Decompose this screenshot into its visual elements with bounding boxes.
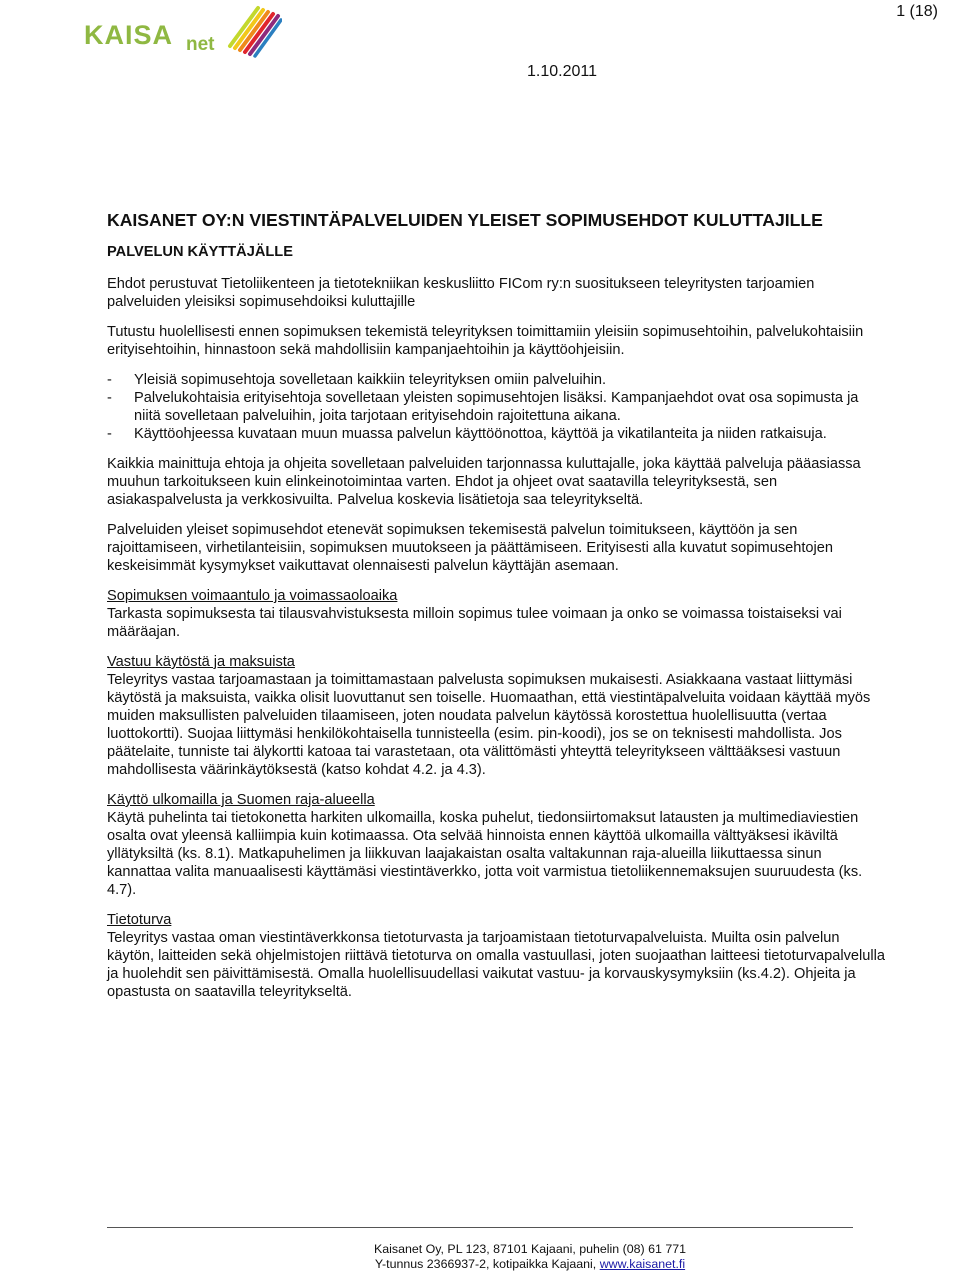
- section-heading: Sopimuksen voimaantulo ja voimassaoloaika: [107, 588, 398, 604]
- kaisanet-logo: [82, 2, 282, 64]
- document-subtitle: PALVELUN KÄYTTÄJÄLLE: [107, 244, 293, 260]
- intro-paragraph-1: Ehdot perustuvat Tietoliikenteen ja tietotekniikan keskusliitto FICom ry:n suositukseen teleyritysten tarjoamien palveluiden yleisiksi sopimusehdoiksi kuluttajille: [107, 276, 815, 310]
- logo-stripes: [230, 8, 281, 56]
- footer-company-info: [200, 1257, 860, 1272]
- website-link[interactable]: www.kaisanet.fi: [599, 1257, 686, 1271]
- footer-divider: [107, 1227, 853, 1228]
- section-body: Käytä puhelinta tai tietokonetta harkiten ulkomailla, koska puhelut, tiedonsiirtomaksut latausten ja multimediaviestien osalta ovat yleensä kalliimpia kuin kotimaassa. Ota selvää hinnoista ennen käyttöä ulkomailla välttyäksesi ikäviltä yllätyksiltä (ks. 8.1). Matkapuhelimen ja liikkuvan laajakaistan osalta valtakunnan raja-alueilla liikuttaessa sinun kannattaa valita manuaalisesti käyttämäsi viestintäverkko, jotta voit varmistua tietoliikennemaksujen suuruudesta (ks. 4.7).: [107, 810, 863, 898]
- footer-business-id: Y-tunnus 2366937-2, kotipaikka Kajaani,: [374, 1257, 600, 1271]
- section-heading: Vastuu käytöstä ja maksuista: [107, 654, 295, 670]
- paragraph-applicability: Kaikkia mainittuja ehtoja ja ohjeita sovelletaan palveluiden tarjonnassa kuluttajalle, joka käyttää palveluja pääasiassa muuhun tarkoitukseen kuin elinkeinotoimintaa varten. Ehdot ja ohjeet ovat saatavilla teleyrityksestä, sen asiakaspalvelusta ja verkkosivuilta. Palvelua koskevia lisätietoja saa teleyritykseltä.: [107, 456, 861, 508]
- section-body: Tarkasta sopimuksesta tai tilausvahvistuksesta milloin sopimus tulee voimaan ja onko se voimassa toistaiseksi vai määräajan.: [107, 606, 842, 640]
- logo-text-main: KAISA: [84, 20, 174, 50]
- section-body: Teleyritys vastaa tarjoamastaan ja toimittamastaan palvelusta sopimuksen mukaisesti. Asiakkaana vastaat liittymäsi käytöstä ja maksuista, vaikka olisit luovuttanut sen toiselle. Huomaathan, että viestintäpalveluita voidaan käyttää myös muiden maksullisten palveluiden tilaamiseen, joten noudata palvelun käytössä korostettua huolellisuutta (vertaa luottokortti). Suojaa liittymäsi henkilökohtaisella tunnisteella (esim. pin-koodi), jos se on teknisesti mahdollista. Jos päätelaite, tunniste tai älykortti katoaa tai varastetaan, ota välittömästi yhteyttä teleyritykseen välttääksesi vastuun mahdollisesta väärinkäytöksestä (katso kohdat 4.2. ja 4.3).: [107, 672, 871, 778]
- page-number: 1 (18): [896, 3, 938, 20]
- page-footer: [200, 1242, 860, 1272]
- section-abroad: [107, 791, 887, 899]
- section-security: [107, 911, 887, 1001]
- section-heading: Käyttö ulkomailla ja Suomen raja-alueella: [107, 792, 375, 808]
- list-item: - Yleisiä sopimusehtoja sovelletaan kaikkiin teleyrityksen omiin palveluihin.: [107, 371, 887, 389]
- document-title: KAISANET OY:N VIESTINTÄPALVELUIDEN YLEISET SOPIMUSEHDOT KULUTTAJILLE: [107, 210, 823, 230]
- section-liability: [107, 653, 887, 779]
- section-heading: Tietoturva: [107, 912, 172, 928]
- paragraph-general-terms: Palveluiden yleiset sopimusehdot etenevät sopimuksen tekemisestä palvelun toimitukseen, käyttöön ja sen rajoittamiseen, virhetilanteisiin, sopimuksen muutokseen ja päättämiseen. Erityisesti alla kuvatut sopimusehtojen keskeisimmät kysymykset vaikuttavat olennaisesti palvelun käyttäjän asemaan.: [107, 522, 833, 574]
- list-item: - Käyttöohjeessa kuvataan muun muassa palvelun käyttöönottoa, käyttöä ja vikatilanteita ja niiden ratkaisuja.: [107, 425, 887, 443]
- kaisanet-logo-graphic: [82, 2, 282, 64]
- terms-list: [107, 371, 887, 443]
- section-validity: [107, 587, 887, 641]
- section-body: Teleyritys vastaa oman viestintäverkkonsa tietoturvasta ja tarjoamistaan tietoturvapalveluista. Muilta osin palvelun käytön, laitteiden sekä ohjelmistojen riittävä tietoturva on omalla vastuullasi, joten suojaathan laitteesi tietoturvapalvelulla ja huolehdit sen päivittämisestä. Omalla huolellisuudellasi vaikutat vastuu- ja korvauskysymyksiin (ks.4.2). Ohjeita ja opastusta on saatavilla teleyritykseltä.: [107, 930, 885, 1000]
- list-item: - Palvelukohtaisia erityisehtoja sovelletaan yleisten sopimusehtojen lisäksi. Kampanjaehdot ovat osa sopimusta ja niitä sovelletaan palveluihin, joita tarjotaan erityisehdoin rajoitettuna aikana.: [107, 389, 887, 425]
- document-body: [107, 208, 887, 1013]
- footer-address: Kaisanet Oy, PL 123, 87101 Kajaani, puhelin (08) 61 771: [373, 1242, 687, 1256]
- logo-text-suffix: net: [186, 34, 215, 55]
- document-date: 1.10.2011: [527, 63, 597, 80]
- intro-paragraph-2: Tutustu huolellisesti ennen sopimuksen tekemistä teleyrityksen toimittamiin yleisiin sopimusehtoihin, palvelukohtaisiin erityisehtoihin, hinnastoon sekä mahdollisiin kampanjaehtoihin ja käyttöohjeisiin.: [107, 324, 864, 358]
